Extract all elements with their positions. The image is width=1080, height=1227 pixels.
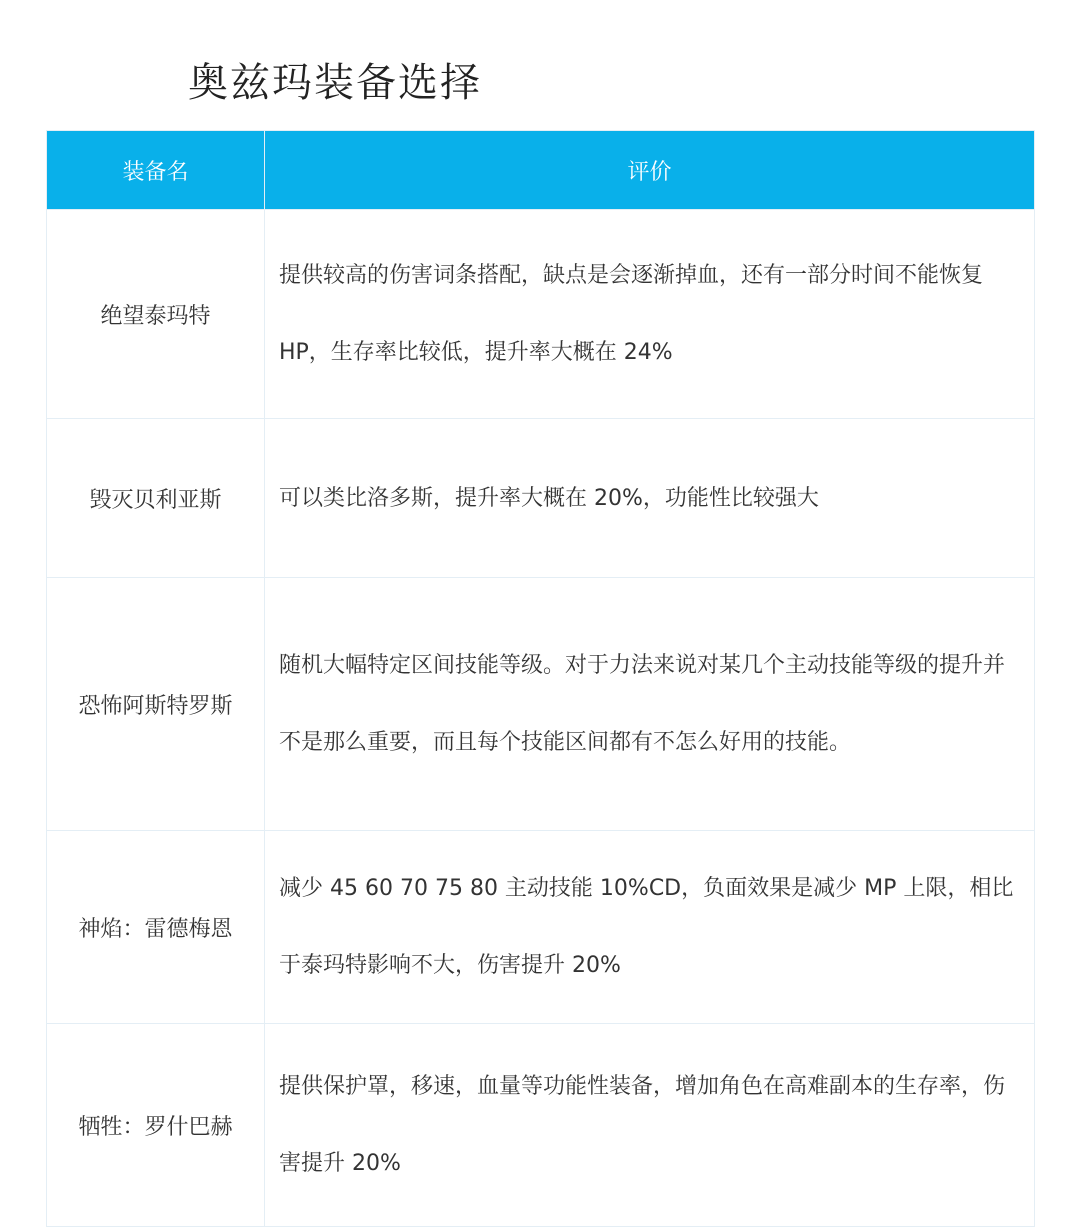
review-cell: 随机大幅特定区间技能等级。对于力法来说对某几个主动技能等级的提升并不是那么重要，而且每个技能区间都有不怎么好用的技能。 [265,578,1035,831]
header-review: 评价 [265,131,1035,210]
table-row [47,1024,1035,1227]
review-cell: 提供保护罩，移速，血量等功能性装备，增加角色在高难副本的生存率，伤害提升 20% [265,1024,1035,1227]
table-row [47,419,1035,578]
review-cell: 减少 45 60 70 75 80 主动技能 10%CD，负面效果是减少 MP 上限，相比于泰玛特影响不大，伤害提升 20% [265,831,1035,1024]
table-row [47,831,1035,1024]
table-row [47,578,1035,831]
equipment-name-cell: 牺牲：罗什巴赫 [47,1024,265,1227]
equipment-name-cell: 绝望泰玛特 [47,210,265,419]
equipment-name-cell: 毁灭贝利亚斯 [47,419,265,578]
equipment-name-cell: 神焰：雷德梅恩 [47,831,265,1024]
equipment-name-cell: 恐怖阿斯特罗斯 [47,578,265,831]
page-title: 奥兹玛装备选择 [188,59,482,106]
review-cell: 可以类比洛多斯，提升率大概在 20%，功能性比较强大 [265,419,1035,578]
equipment-table [46,130,1035,1227]
review-cell: 提供较高的伤害词条搭配，缺点是会逐渐掉血，还有一部分时间不能恢复 HP，生存率比较低，提升率大概在 24% [265,210,1035,419]
table-header-row [47,131,1035,210]
table-row [47,210,1035,419]
header-equipment-name: 装备名 [47,131,265,210]
